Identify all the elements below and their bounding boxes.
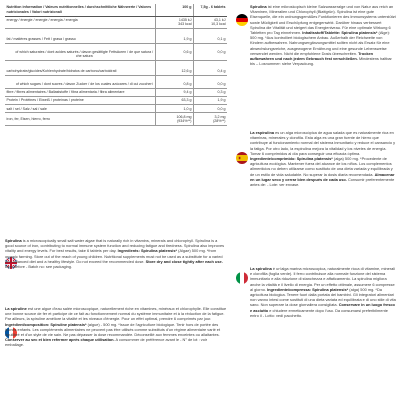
- nutrition-row: [5, 105, 227, 113]
- nutrient-value-100g: 1,9 g: [156, 29, 194, 44]
- french-description: [5, 306, 227, 348]
- spain-flag-icon: [236, 152, 248, 164]
- english-store-text: Best before - Batch no: see packaging.: [5, 264, 73, 270]
- nutrient-label: of which saturates / dont acides saturés / davon gesättigte Fettsäuren / de que satura / che satura: [5, 43, 156, 60]
- german-description: [250, 4, 396, 66]
- nutrient-value-100g: 0,6 g: [156, 43, 194, 60]
- french-ingredients-label: Ingrédient/composition: Spiruline platensis*: [5, 321, 87, 327]
- spanish-store-text: Consumir preferentemente antes de: - Lote: ver envase.: [250, 176, 395, 188]
- english-text: is a microscopically small salt water algae that is naturally rich in vitamins, minerals and chlorophyll. Spirulina is a good source of iron, contributing to normal immune system function and reducing fatigue and tiredness. Spirulina also improves vitality and energy levels. For best results, take 6 tablets per day.: [5, 238, 225, 254]
- nutrition-row: [5, 43, 227, 60]
- german-store-label: Trocken aufbewahren und nach jedem Gebrauch fest verschließen.: [250, 50, 374, 62]
- italy-flag-icon: [236, 272, 248, 284]
- nutrient-value-100g: 1435 kJ 343 kcal: [156, 16, 194, 29]
- italian-store-label: Conservare in un luogo fresco e asciutto: [250, 302, 395, 313]
- nutrient-value-100g: 9,4 g: [156, 88, 194, 96]
- nutrition-row: [5, 29, 227, 44]
- german-ingredients-label: Inhaltsstoff/Tablette: Spirulina platensis*: [302, 30, 378, 36]
- italian-ingredients-text: (alga) 500 mg. *Da agricoltura biologica. Tenere fuori dalla portata dei bambini. Gli integratori alimentari non vanno intesi come sostituti di una dieta variata ed equilibrata e di uno stile di vita sano. Non superare la dose giornaliera consigliata.: [250, 286, 396, 308]
- nutrient-value-serving: 0,1 g: [194, 29, 228, 44]
- nutrient-label: salt / sel / Salz / sal / sale: [5, 105, 156, 113]
- nutrition-row: [5, 96, 227, 104]
- nutrient-label: iron, fer, Eisen, hierro, ferro: [5, 113, 156, 126]
- nutrient-value-100g: 63,3 g: [156, 96, 194, 104]
- nutrient-value-100g: 0,8 g: [156, 75, 194, 88]
- nutrient-value-100g: 106,8 mg (934%**): [156, 113, 194, 126]
- nutrient-value-serving: 0,4 g: [194, 61, 228, 76]
- nutrient-value-serving: 1,9 g: [194, 96, 228, 104]
- germany-flag-icon: [236, 14, 248, 26]
- german-lead: Spirulina: [250, 4, 267, 9]
- german-text: ist eine mikroskopisch kleine Salzwasseralge und von Natur aus reich an Vitaminen, Mineralien und Chlorophyll (Blattgrün). Spirulina ist eine gute Eisenquelle, die ein ordnungsgemäßes Funktionieren des Immunsystems unterstützt sowie Müdigkeit und Erschöpfung entgegenwirkt. Darüber hinaus verbessert Spirulina die Vitalität und steigert das Energieniveau. Für eine optimale Wirkung 6 Tabletten pro Tag einnehmen.: [250, 4, 396, 36]
- nutrition-panel: [5, 4, 227, 126]
- nutrient-value-serving: 0,0 g: [194, 43, 228, 60]
- nutrient-label: carbohydrate/glucides/Kohlenhydrate/hidratos de carbono/carboidrati: [5, 61, 156, 76]
- nutrition-header-label: Nutrition information / Valeurs nutritionnelles / durchschnittliche Nährwerte / Valores nutricionales / Valori nutrizionali: [5, 4, 156, 16]
- spanish-lead: La espirulina: [250, 130, 274, 135]
- nutrient-label: fat / matières grasses / Fett / grasa / grasso: [5, 29, 156, 44]
- nutrition-row: [5, 88, 227, 96]
- nutrient-label: of which sugars / dont sucres / davon Zucker / de los cuales azúcares / di cui zuccheri: [5, 75, 156, 88]
- nutrient-label: fibre / fibres alimentaires / Ballaststoffe / fibra alimentaria / fibra alimentare: [5, 88, 156, 96]
- english-ingredients-text: (Algae) 500 mg. *from organic farming. Store out of the reach of young children. Nutritional supplements must not be used as a substitute for a varied and balanced diet and a healthy lifestyle. Do not exceed the recommended dose.: [5, 248, 223, 264]
- nutrient-value-serving: 0,0 g: [194, 75, 228, 88]
- french-lead: La spiruline: [5, 306, 27, 311]
- german-ingredients-text: (Alge): 500 mg. *Aus kontrolliert biologischem Anbau. Außerhalb der Reichweite von Kindern aufbewahren. Nahrungsergänzungsmittel sollten nicht als Ersatz für eine abwechslungsreiche, ausgewogene Ernährung und eine gesunde Lebensweise verwendet werden. Nicht die empfohlene Dosis überschreiten.: [250, 30, 390, 56]
- italian-ingredients-label: Ingrediente/compressa: Spirulina platensis*: [267, 286, 349, 292]
- nutrition-row: [5, 61, 227, 76]
- nutrient-value-100g: 1,0 g: [156, 105, 194, 113]
- spanish-ingredients-text: (alga) 500 mg. *Procedente de agricultura ecológica. Mantener fuera del alcance de los niños. Los complementos alimenticios no deben utilizarse como sustituto de una dieta variada y equilibrada y de un estilo de vida saludable. No superar la dosis diaria recomendada.: [250, 156, 393, 177]
- french-text: est une algue d'eau salée microscopique, naturellement riche en vitamines, minéraux et chlorophylle. Elle constitue une bonne source de fer et participe de ce fait au fonctionnement normal du système immunitaire et à la réduction de la fatigue. Par ailleurs, la spiruline améliore la vitalité et les niveaux d'énergie. Pour un effet optimal, prendre 6 comprimés par jour.: [5, 306, 227, 322]
- german-store-text: Mindestens haltbar bis – Losnummer: siehe Verpackung.: [250, 56, 392, 67]
- italian-text: è un'alga marina microscopica, naturalmente ricca di vitamine, minerali e clorofilla (foglia verde). Il ferro contribuisce alla normale funzione del sistema immunitario e alla riduzione di stanchezza e affaticamento. La spirulina migliora anche la vitalità e il livello di energia. Per un effetto ottimale, assumere 6 compresse al giorno.: [250, 266, 395, 292]
- english-lead: Spirulina: [5, 238, 22, 243]
- french-store-label: Conserver au sec et bien refermer après chaque utilisation.: [5, 337, 115, 343]
- french-store-text: A consommer de préférence avant le - N° de lot : voir emballage.: [5, 337, 208, 348]
- nutrition-row: [5, 113, 227, 126]
- nutrition-row: [5, 16, 227, 29]
- english-description: [5, 238, 227, 269]
- italian-description: [250, 266, 396, 318]
- nutrition-row: [5, 75, 227, 88]
- english-store-label: Store dry and close tightly after each use.: [145, 258, 223, 264]
- spanish-text: es un alga microscópica de agua salada que es naturalmente rica en vitaminas, minerales y clorofila. Esta alga es una gran fuente de hierro que contribuye al funcionamiento normal del sistema inmunitario y reduce el cansancio y la fatiga. Por otro lado, la espirulina mejora la vitalidad y los niveles de energía. Tomar 6 comprimidos al día para conseguir una eficacia óptima.: [250, 130, 396, 156]
- nutrient-label: energy / énergie / energie / energía / energia: [5, 16, 156, 29]
- nutrient-label: Protein / Protéines / Eiweiß / proteínas / proteine: [5, 96, 156, 104]
- italian-store-text: e chiudere ermeticamente dopo l'uso. Da consumarsi preferibilmente entro il - Lotto: vedi pacchetto.: [250, 307, 388, 318]
- nutrient-value-serving: 3,2 mg (28%**): [194, 113, 228, 126]
- english-ingredients-label: Ingredients: Spirulina platensis*: [117, 248, 178, 254]
- spanish-ingredients-label: Ingrediente/comprimido: Spirulina platensis*: [250, 156, 333, 162]
- nutrition-header-row: [5, 4, 227, 16]
- nutrient-value-serving: 0,0 g: [194, 105, 228, 113]
- french-ingredients-text: (algue) - 500 mg. *Issue de l'agriculture biologique. Tenir hors de portée des jeunes enfants. Les compléments alimentaires ne peuvent pas être utilisés comme substituts d'un régime alimentaire varié et équilibré et d'un style de vie sain. Ne pas dépasser la dose recommandée. Déconseillé aux femmes enceintes ou allaitantes.: [5, 321, 221, 338]
- nutrition-header-per-100g: 100 g: [156, 4, 194, 16]
- nutrition-header-per-serving: 7,5g - 6 tablets: [194, 4, 228, 16]
- spanish-description: [250, 130, 396, 187]
- nutrient-value-100g: 12,6 g: [156, 61, 194, 76]
- nutrient-value-serving: 0,3 g: [194, 88, 228, 96]
- spanish-store-label: Almacenar en un lugar seco y cerrar bien después de cada uso.: [250, 171, 395, 182]
- nutrition-table: [5, 4, 227, 126]
- italian-lead: La spirulina: [250, 266, 272, 271]
- nutrient-value-serving: 43,1 kJ 10,3 kcal: [194, 16, 228, 29]
